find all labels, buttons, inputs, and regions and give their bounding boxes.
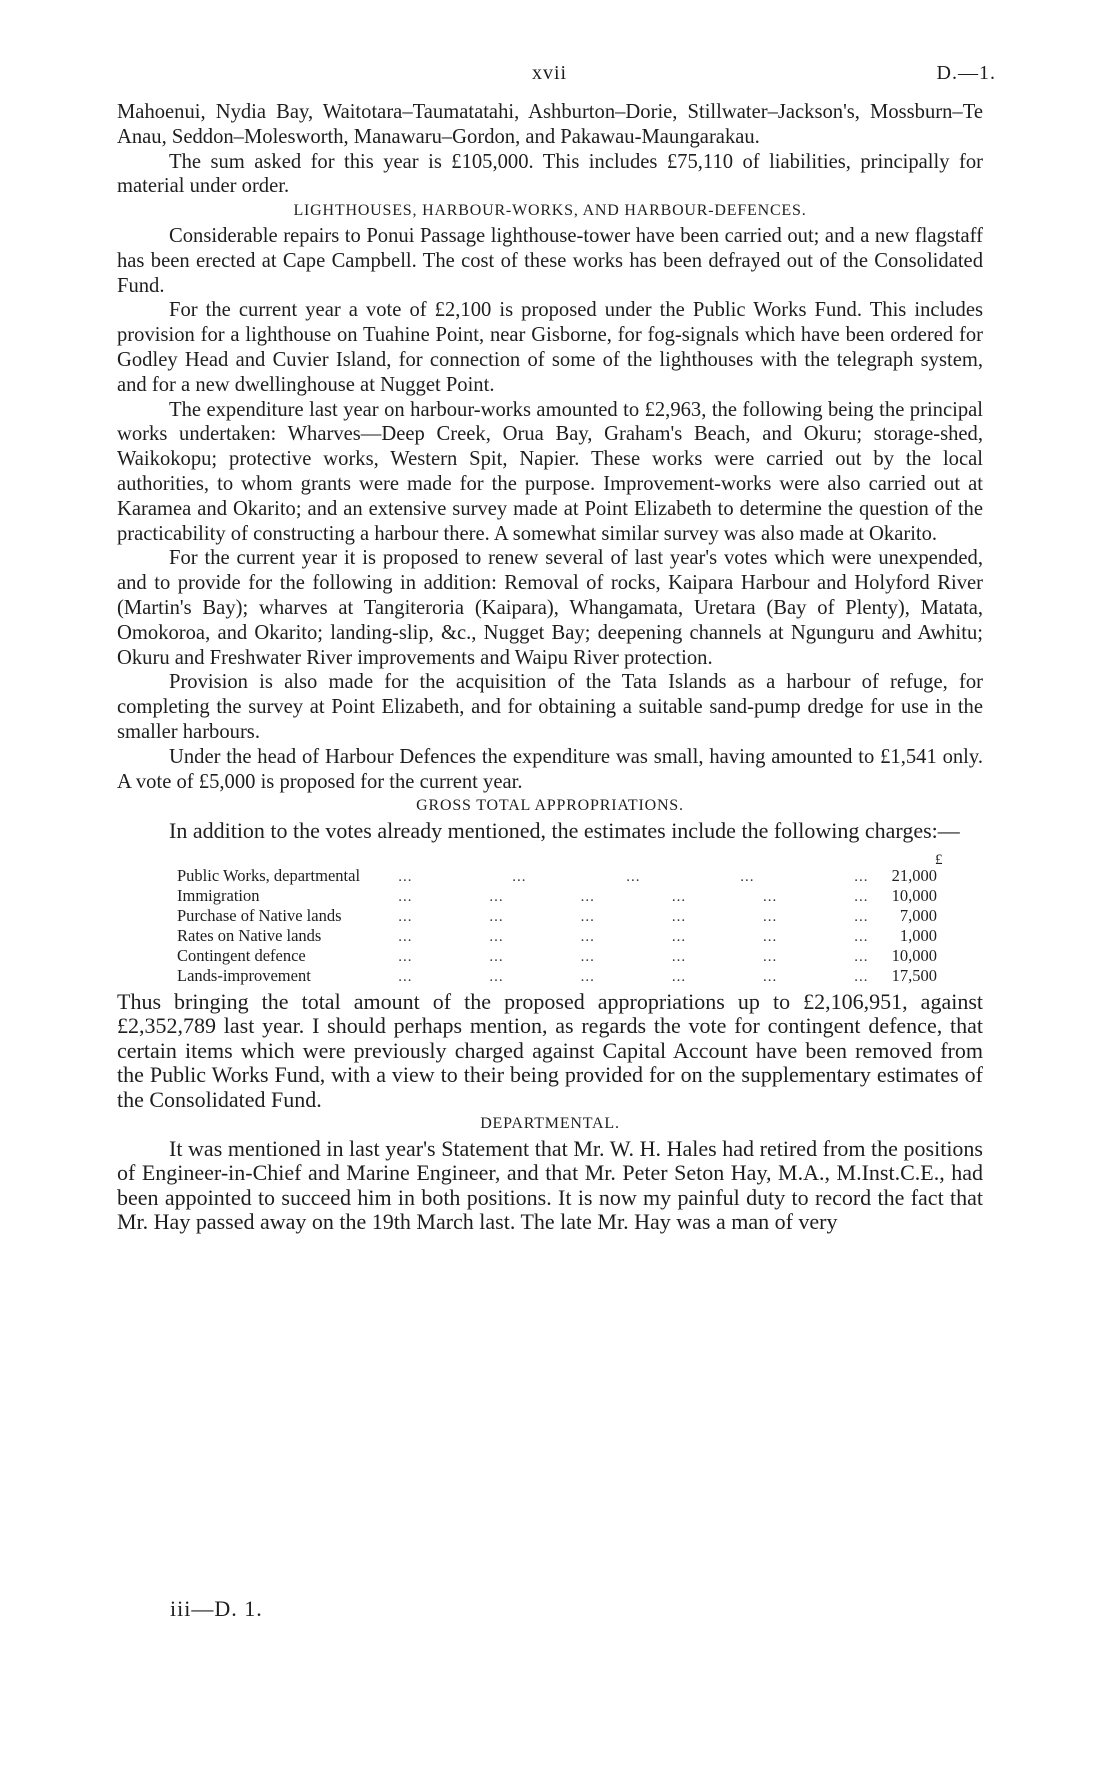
paper-code: D.—1. bbox=[936, 62, 996, 84]
paragraph-roads-sum: The sum asked for this year is £105,000. This includes £75,110 of liabilities, principally for material under order. bbox=[117, 150, 983, 198]
table-row bbox=[177, 926, 937, 946]
page-number: xvii bbox=[532, 62, 568, 84]
currency-unit: £ bbox=[935, 851, 943, 868]
paragraph-harbour-expenditure: The expenditure last year on harbour-works amounted to £2,963, the following being the principal works undertaken: Wharves—Deep Creek, Orua Bay, Graham's Beach, and Okuru; storage-shed, Waikokopu; protective works, Western Spit, Napier. These works were carried out by the local authorities, to whom grants were made for the purpose. Improvement-works were also carried out at Karamea and Okarito; and an extensive survey made at Point Elizabeth to determine the question of the practicability of constructing a harbour there. A somewhat similar survey was also made at Okarito. bbox=[117, 398, 983, 545]
dot-leader: ... ... ... ... ... ... bbox=[398, 928, 869, 945]
charge-amount: 10,000 bbox=[891, 945, 937, 965]
paragraph-lighthouse-repairs: Considerable repairs to Ponui Passage lighthouse-tower have been carried out; and a new flagstaff has been erected at Cape Campbell. The cost of these works has been defrayed out of the Consolidated Fund. bbox=[117, 224, 983, 297]
table-row bbox=[177, 866, 937, 886]
dot-leader: ... ... ... ... ... ... bbox=[398, 948, 869, 965]
heading-departmental: DEPARTMENTAL. bbox=[480, 1115, 620, 1133]
charge-label: Lands-improvement bbox=[177, 965, 311, 985]
paragraph-road-list: Mahoenui, Nydia Bay, Waitotara–Taumatatahi, Ashburton–Dorie, Stillwater–Jackson's, Mossburn–Te Anau, Seddon–Molesworth, Manawaru–Gordon, and Pakawau-Maungarakau. bbox=[117, 101, 983, 148]
table-row bbox=[177, 966, 937, 986]
paragraph-departmental: It was mentioned in last year's Statement that Mr. W. H. Hales had retired from the positions of Engineer-in-Chief and Marine Engineer, and that Mr. Peter Seton Hay, M.A., M.Inst.C.E., had been appointed to succeed him in both positions. It is now my painful duty to record the fact that Mr. Hay passed away on the 19th March last. The late Mr. Hay was a man of very bbox=[117, 1135, 983, 1235]
heading-gross-total: GROSS TOTAL APPROPRIATIONS. bbox=[416, 797, 684, 815]
charges-unit-row bbox=[177, 848, 943, 868]
dot-leader: ... ... ... ... ... ... bbox=[398, 888, 869, 905]
paragraph-charges-intro: In addition to the votes already mentioned, the estimates include the following charges:— bbox=[169, 818, 960, 844]
charge-label: Contingent defence bbox=[177, 945, 306, 965]
paragraph-lighthouse-vote: For the current year a vote of £2,100 is proposed under the Public Works Fund. This includes provision for a lighthouse on Tuahine Point, near Gisborne, for fog-signals which have been ordered for Godley Head and Cuvier Island, for connection of some of the lighthouses with the telegraph system, and for a new dwellinghouse at Nugget Point. bbox=[117, 299, 983, 396]
paragraph-total-appropriations: Thus bringing the total amount of the proposed appropriations up to £2,106,951, against £2,352,789 last year. I should perhaps mention, as regards the vote for contingent defence, that certain items which were previously charged against Capital Account have been removed from the Public Works Fund, with a view to their being provided for on the supplementary estimates of the Consolidated Fund. bbox=[117, 988, 983, 1112]
heading-lighthouses: LIGHTHOUSES, HARBOUR-WORKS, AND HARBOUR-DEFENCES. bbox=[293, 202, 807, 220]
charge-label: Purchase of Native lands bbox=[177, 905, 342, 925]
charge-label: Public Works, departmental bbox=[177, 865, 361, 885]
body-text bbox=[117, 100, 983, 1235]
table-row bbox=[177, 946, 937, 966]
charge-amount: 17,500 bbox=[891, 965, 937, 985]
paragraph-harbour-votes: For the current year it is proposed to renew several of last year's votes which were unexpended, and to provide for the following in addition: Removal of rocks, Kaipara Harbour and Holyford River (Martin's Bay); wharves at Tangiteroria (Kaipara), Whangamata, Uretara (Bay of Plenty), Matata, Omokoroa, and Okarito; landing-slip, &c., Nugget Bay; deepening channels at Ngunguru and Awhitu; Okuru and Freshwater River improvements and Waipu River protection. bbox=[117, 547, 983, 669]
signature-mark: iii—D. 1. bbox=[170, 1596, 263, 1621]
charge-amount: 7,000 bbox=[899, 905, 937, 925]
charge-amount: 1,000 bbox=[899, 925, 937, 945]
table-row bbox=[177, 906, 937, 926]
dot-leader: ... ... ... ... ... ... bbox=[398, 908, 869, 925]
dot-leader: ... ... ... ... ... ... bbox=[398, 968, 869, 985]
charge-amount: 10,000 bbox=[891, 885, 937, 905]
charges-table bbox=[177, 848, 943, 986]
paragraph-harbour-defences: Under the head of Harbour Defences the expenditure was small, having amounted to £1,541 only. A vote of £5,000 is proposed for the current year. bbox=[117, 745, 983, 793]
paragraph-harbour-provision: Provision is also made for the acquisition of the Tata Islands as a harbour of refuge, for completing the survey at Point Elizabeth, and for obtaining a suitable sand-pump dredge for use in the smaller harbours. bbox=[117, 671, 983, 743]
page-header bbox=[0, 62, 1114, 92]
table-row bbox=[177, 886, 937, 906]
dot-leader: ... ... ... ... ... bbox=[398, 868, 869, 885]
charge-label: Immigration bbox=[177, 885, 260, 905]
charge-label: Rates on Native lands bbox=[177, 925, 322, 945]
charge-amount: 21,000 bbox=[891, 865, 937, 885]
